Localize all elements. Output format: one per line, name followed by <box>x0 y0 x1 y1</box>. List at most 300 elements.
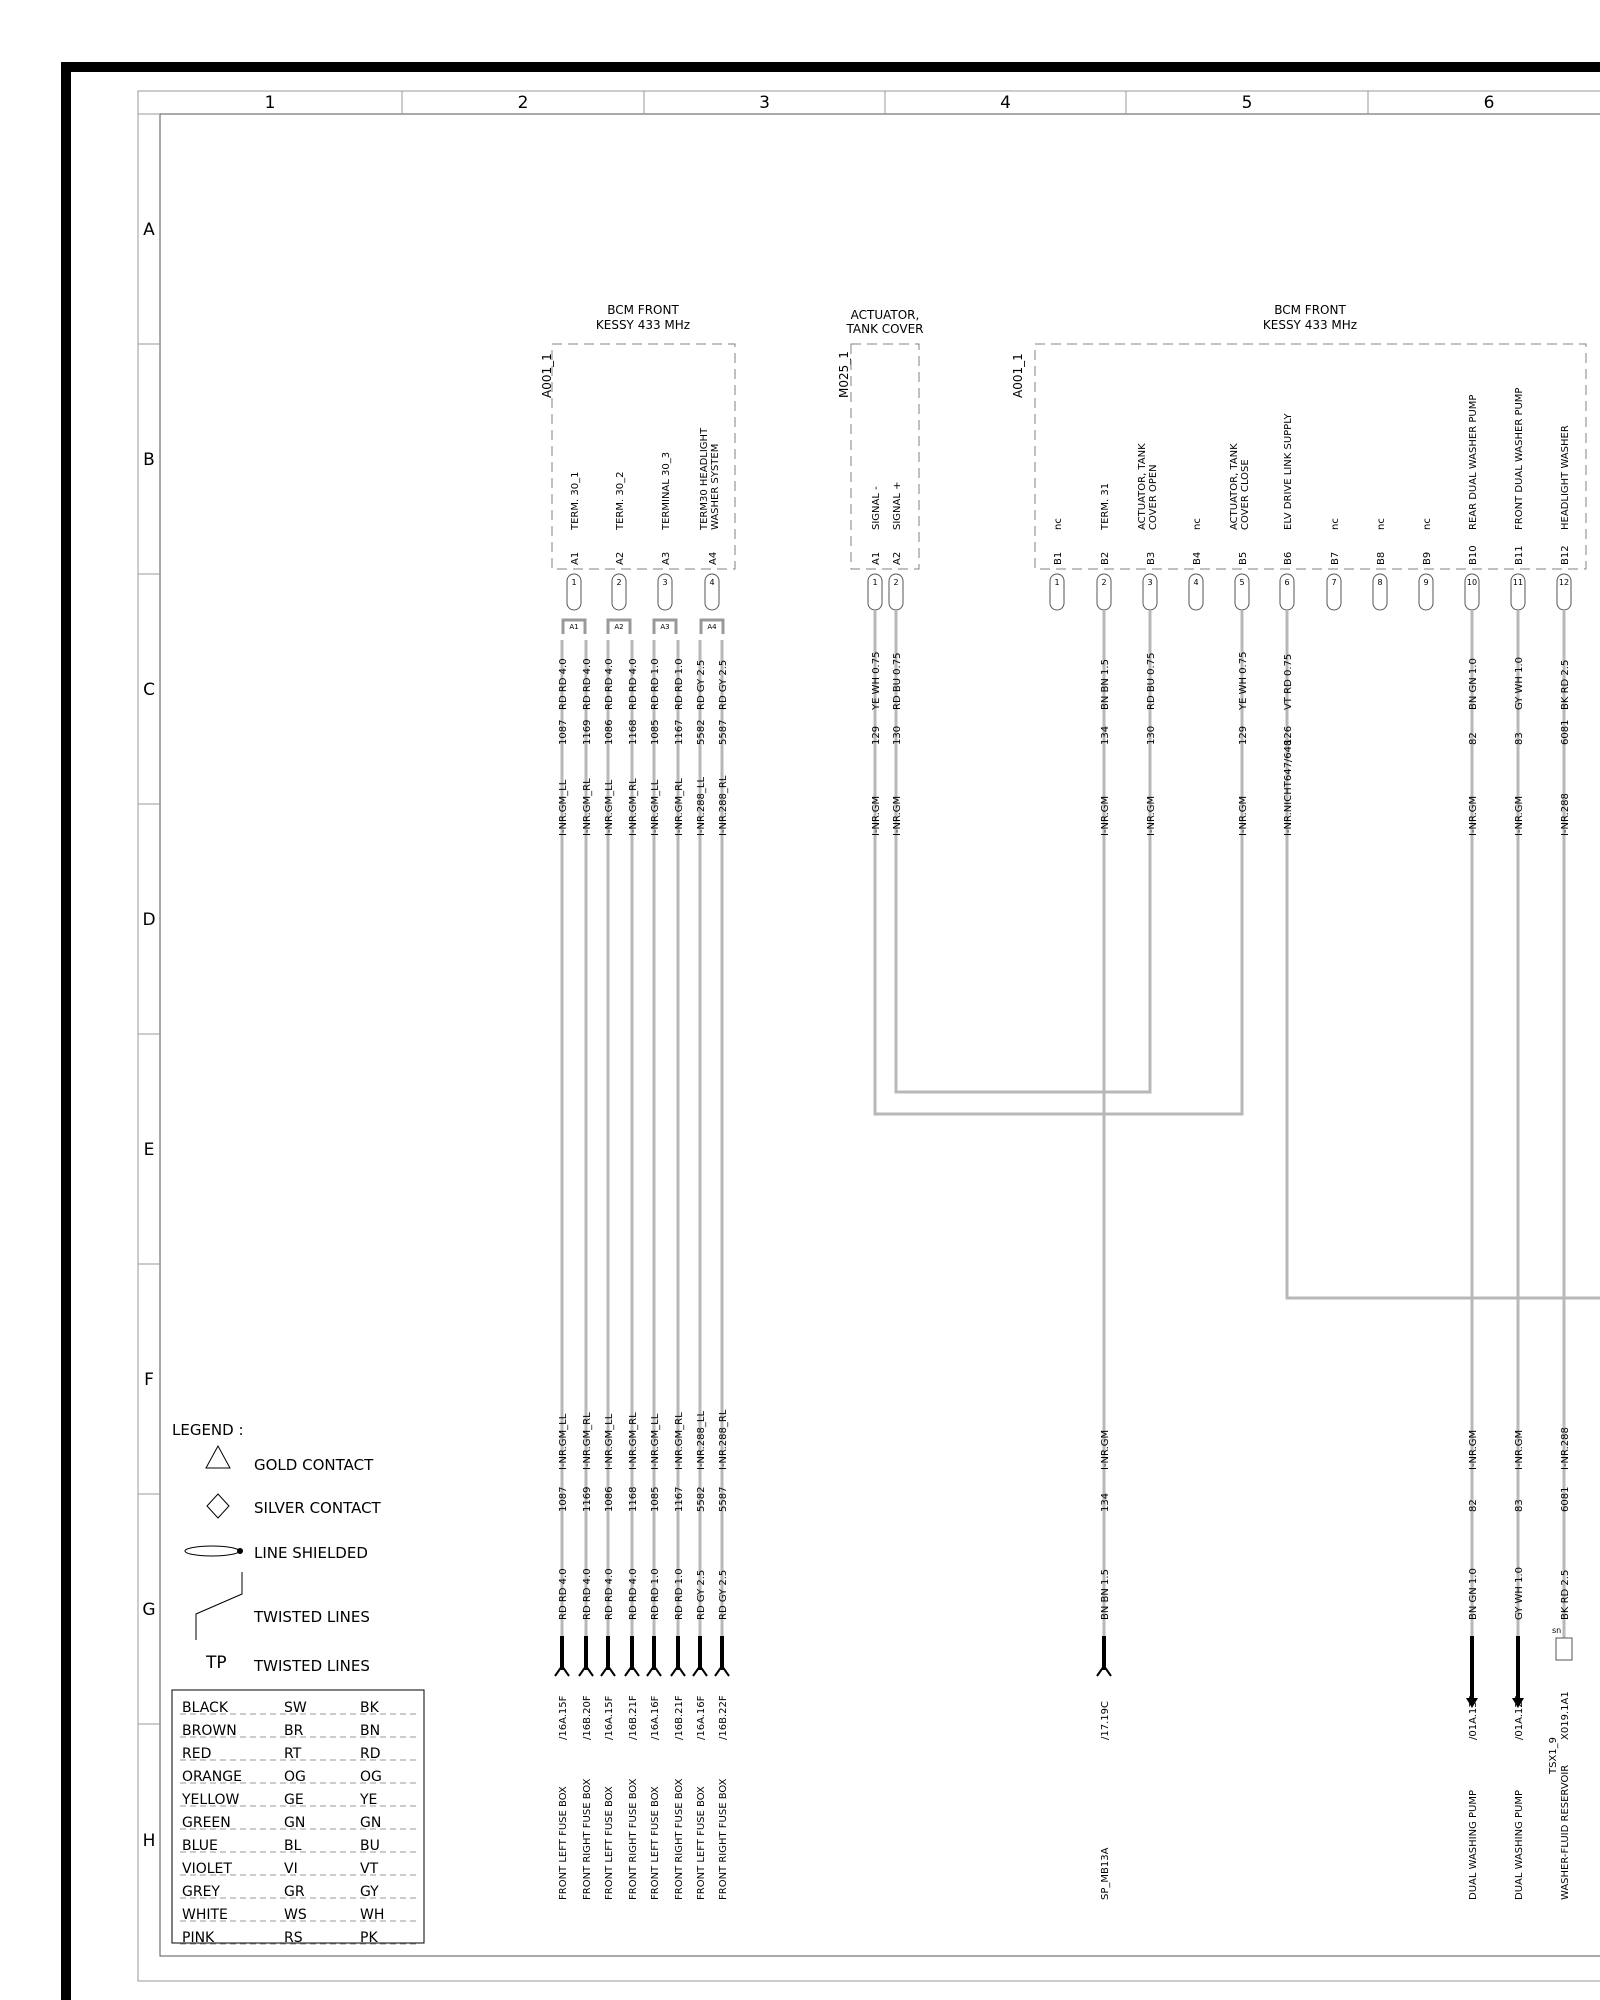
wire-spec: VT RD 0.75 <box>1283 653 1294 710</box>
arrow-icon <box>579 1666 593 1676</box>
wire-spec: RD RD 4.0 <box>582 1568 593 1620</box>
module-title-line2: KESSY 433 MHz <box>1262 318 1358 332</box>
pin-B5 <box>1229 443 1251 610</box>
wire-harness: I-NR.NICHT647/648 <box>1283 739 1294 836</box>
column-marker: 3 <box>759 93 770 113</box>
wire-end <box>1097 1430 1111 1900</box>
twisted-pair-A1 <box>563 620 585 634</box>
pin-id: B4 <box>1192 551 1203 565</box>
wire-harness: I-NR.GM <box>1100 795 1111 836</box>
pin-function: TERM. 31 <box>1100 482 1111 530</box>
wire-label-top <box>1283 654 1294 836</box>
connector-pin-number: 10 <box>1466 578 1478 587</box>
wire-harness: I-NR.288 <box>1560 793 1571 836</box>
color-name: RED <box>182 1746 212 1762</box>
wire-ref: /16B.20F <box>582 1695 593 1740</box>
wire-harness: I-NR.GM_LL <box>558 1413 569 1470</box>
wire-harness: I-NR.GM_RL <box>582 778 593 836</box>
color-name: ORANGE <box>182 1769 242 1785</box>
twisted-pair-label: A4 <box>707 623 717 631</box>
connector-pin-number: 1 <box>1054 578 1060 587</box>
wire-spec: RD GY 2.5 <box>718 1569 729 1620</box>
row-marker: E <box>143 1140 155 1160</box>
wire-spec: RD RD 4.0 <box>558 658 569 710</box>
wire-ref: /16A.15F <box>604 1695 615 1740</box>
pin-A2 <box>612 472 626 610</box>
connector-pin-number: 11 <box>1512 578 1524 587</box>
color-code-en: GN <box>360 1815 382 1831</box>
color-code-de: SW <box>284 1700 307 1716</box>
connector-pin-number: 1 <box>571 578 577 587</box>
color-name: BLACK <box>182 1700 229 1716</box>
wire-harness: I-NR.GM <box>1100 1429 1111 1470</box>
pin-function: SIGNAL - <box>871 486 882 530</box>
wire-spec: RD RD 4.0 <box>582 658 593 710</box>
color-row <box>180 1792 418 1808</box>
wire-harness: I-NR.288_LL <box>696 1410 707 1470</box>
wire-labels <box>555 652 1572 1900</box>
wire-number: 130 <box>1146 725 1157 745</box>
pin-B12 <box>1557 425 1571 610</box>
pin-function: TERMINAL 30_3 <box>661 451 672 530</box>
wire-destination: DUAL WASHING PUMP <box>1468 1789 1479 1900</box>
wire-ref: /17.19C <box>1100 1701 1111 1740</box>
connector-pin-number: 4 <box>709 578 715 587</box>
silver-contact-icon <box>207 1494 229 1518</box>
module-title-bcm-left <box>540 303 690 398</box>
module-title-line2: KESSY 433 MHz <box>595 318 691 332</box>
wire-ref: X019.1A1 <box>1560 1691 1571 1740</box>
wire-elv-drive <box>1287 610 1600 1298</box>
row-marker: H <box>142 1831 156 1851</box>
twisted-lines-icon <box>196 1572 242 1640</box>
wire-number: 1168 <box>628 719 639 745</box>
wire-number: 83 <box>1514 732 1525 745</box>
pin-A1 <box>868 486 882 610</box>
arrow-icon <box>647 1666 661 1676</box>
pin-B10 <box>1465 395 1479 610</box>
row-marker: C <box>143 680 155 700</box>
module-ref: A001_1 <box>1011 353 1025 398</box>
color-code-en: GY <box>360 1884 379 1900</box>
wire-destination: DUAL WASHING PUMP <box>1514 1789 1525 1900</box>
pin-A3 <box>658 452 672 610</box>
pin-function: nc <box>1376 518 1387 530</box>
module-title-line1: BCM FRONT <box>607 303 679 317</box>
module-title-actuator <box>837 308 924 398</box>
pin-function: ACTUATOR, TANK <box>1229 443 1240 530</box>
module-title-line1: BCM FRONT <box>1274 303 1346 317</box>
pin-id: B9 <box>1422 551 1433 565</box>
row-marker: A <box>143 220 155 240</box>
row-markers <box>138 220 160 1851</box>
wire-number: 1168 <box>628 1486 639 1512</box>
wire-number: 134 <box>1100 725 1111 745</box>
row-marker: B <box>143 450 155 470</box>
column-marker: 6 <box>1483 93 1495 113</box>
wire-number: 1167 <box>674 719 685 745</box>
wire-number: 5587 <box>718 1486 729 1512</box>
wire-spec: RD RD 1.0 <box>650 658 661 710</box>
legend-item-twisted: TWISTED LINES <box>254 1608 370 1626</box>
color-row <box>180 1884 418 1900</box>
wire-spec: RD BU 0.75 <box>892 652 903 710</box>
color-row <box>180 1700 418 1716</box>
arrow-icon <box>1097 1666 1111 1676</box>
pin-function: nc <box>1330 518 1341 530</box>
connector-pin-number: 3 <box>1147 578 1153 587</box>
pin-function: ACTUATOR, TANK <box>1137 443 1148 530</box>
pin-function: nc <box>1422 518 1433 530</box>
wire-harness: I-NR.GM_RL <box>628 1412 639 1470</box>
color-name: VIOLET <box>182 1861 232 1877</box>
pin-id: A2 <box>892 551 903 565</box>
arrow-icon <box>555 1666 569 1676</box>
wire-number: 134 <box>1100 1492 1111 1512</box>
shielded-line-icon <box>185 1546 239 1556</box>
wire-number: 5582 <box>696 719 707 745</box>
wire-harness: I-NR.GM <box>1146 795 1157 836</box>
wire-number: 5582 <box>696 1486 707 1512</box>
wire-spec: RD GY 2.5 <box>696 659 707 710</box>
color-code-en: BU <box>360 1838 380 1854</box>
color-row <box>180 1907 418 1923</box>
pin-id: B1 <box>1053 551 1064 565</box>
pin-id: B11 <box>1514 545 1525 565</box>
wire-harness: I-NR.GM_RL <box>674 778 685 836</box>
wire-loop-signal-minus <box>875 610 1242 1114</box>
color-row <box>180 1746 418 1762</box>
wire-ref: /16A.15F <box>558 1695 569 1740</box>
twisted-pair-icon: TP <box>206 1653 227 1673</box>
grid-frame <box>138 91 1600 1981</box>
wire-destination: FRONT RIGHT FUSE BOX <box>628 1778 639 1900</box>
wire-number: 83 <box>1514 1499 1525 1512</box>
color-row <box>180 1930 418 1946</box>
wire-spec: BN GN 1.0 <box>1468 658 1479 710</box>
pin-A4 <box>699 427 721 610</box>
wire-harness: I-NR.GM_LL <box>558 779 569 836</box>
twisted-pair-A3 <box>654 620 676 634</box>
wire-number: 82 <box>1468 1499 1479 1512</box>
pin-id: B8 <box>1376 551 1387 565</box>
wire-end <box>1512 1430 1525 1900</box>
wire-ref: /16A.16F <box>650 1695 661 1740</box>
pin-B2 <box>1097 483 1111 610</box>
wire-harness: I-NR.GM_RL <box>674 1412 685 1470</box>
color-name: GREY <box>182 1884 220 1900</box>
connector-pin-number: 1 <box>872 578 878 587</box>
pin-function: SIGNAL + <box>892 481 903 530</box>
pin-function-2: COVER CLOSE <box>1240 459 1251 530</box>
pin-function-2: WASHER SYSTEM <box>710 443 721 530</box>
color-code-de: OG <box>284 1769 306 1785</box>
wire-destination: SP_MB13A <box>1100 1847 1111 1900</box>
column-marker: 1 <box>264 93 276 113</box>
pin-function: REAR DUAL WASHER PUMP <box>1468 394 1479 530</box>
color-row <box>180 1838 418 1854</box>
pin-id: B7 <box>1330 551 1341 565</box>
color-name: PINK <box>182 1930 215 1946</box>
pin-function: nc <box>1192 518 1203 530</box>
wire-destination: WASHER-FLUID RESERVOIR <box>1560 1764 1571 1900</box>
pin-function: FRONT DUAL WASHER PUMP <box>1514 387 1525 530</box>
color-name: GREEN <box>182 1815 231 1831</box>
wire-harness: I-NR.GM_RL <box>582 1412 593 1470</box>
wire-destination: FRONT RIGHT FUSE BOX <box>674 1778 685 1900</box>
wire-label-top <box>1146 653 1157 836</box>
row-marker: F <box>144 1370 154 1390</box>
color-code-en: WH <box>360 1907 385 1923</box>
arrow-icon <box>715 1666 729 1676</box>
wire-number: 1085 <box>650 1486 661 1512</box>
pin-function: TERM. 30_1 <box>570 471 581 530</box>
pin-id: B10 <box>1468 545 1479 565</box>
wire-ref: /16B.22F <box>718 1695 729 1740</box>
wire-spec: RD RD 4.0 <box>628 1568 639 1620</box>
connector-pin-number: 2 <box>616 578 622 587</box>
twisted-pair-label: A3 <box>660 623 670 631</box>
connector-pin-number: 7 <box>1331 578 1337 587</box>
module-box-bcm-right <box>1035 344 1586 569</box>
wire-harness: I-NR.GM_LL <box>604 779 615 836</box>
connector-pin-number: 4 <box>1193 578 1199 587</box>
color-code-en: RD <box>360 1746 381 1762</box>
color-row <box>180 1861 418 1877</box>
arrow-icon <box>693 1666 707 1676</box>
module-ref: A001_1 <box>540 353 554 398</box>
pin-B1 <box>1050 518 1064 610</box>
wire-spec: RD RD 1.0 <box>674 658 685 710</box>
connector-pin-number: 2 <box>893 578 899 587</box>
wire-harness: I-NR.288_RL <box>718 775 729 836</box>
wire-number: 5587 <box>718 719 729 745</box>
wire-number: 6081 <box>1560 1486 1571 1512</box>
color-code-en: YE <box>360 1792 378 1808</box>
color-code-en: BN <box>360 1723 381 1739</box>
wire-destination-2: TSX1_9 <box>1548 1736 1559 1774</box>
wire-number: 126 <box>1283 725 1294 745</box>
wire-harness: I-NR.GM <box>1514 1429 1525 1470</box>
pin-A2 <box>889 482 903 611</box>
pin-id: A2 <box>615 551 626 565</box>
wire-spec: RD BU 0.75 <box>1146 652 1157 710</box>
wire-spec: RD RD 4.0 <box>628 658 639 710</box>
wire-label-top <box>892 653 903 836</box>
color-code-de: BL <box>284 1838 302 1854</box>
twisted-pair-label: A1 <box>569 623 579 631</box>
color-code-en: PK <box>360 1930 378 1946</box>
wire-harness: I-NR.GM_LL <box>650 779 661 836</box>
twisted-pair-A2 <box>608 620 630 634</box>
color-code-de: WS <box>284 1907 307 1923</box>
wire-spec: RD GY 2.5 <box>696 1569 707 1620</box>
module-title-line1: ACTUATOR, <box>850 308 920 322</box>
wire-harness: I-NR.GM <box>871 795 882 836</box>
pin-function: ELV DRIVE LINK SUPPLY <box>1283 413 1294 530</box>
legend-item-shielded: LINE SHIELDED <box>254 1544 368 1562</box>
wire-number: 1085 <box>650 719 661 745</box>
legend-item-gold: GOLD CONTACT <box>254 1456 374 1474</box>
color-code-en: OG <box>360 1769 382 1785</box>
pin-B7 <box>1327 518 1341 610</box>
wire-ref: /16B.21F <box>628 1695 639 1740</box>
pin-function-2: COVER OPEN <box>1148 464 1159 530</box>
wire-end <box>1466 1430 1479 1900</box>
wire-spec: GY WH 1.0 <box>1514 656 1525 710</box>
connector-pin-number: 2 <box>1101 578 1107 587</box>
wire-spec: YE WH 0.75 <box>1238 651 1249 710</box>
wire-destination: FRONT LEFT FUSE BOX <box>650 1786 661 1900</box>
connector-sn-icon <box>1556 1638 1572 1660</box>
pin-B4 <box>1189 518 1203 610</box>
wire-spec: GY WH 1.0 <box>1514 1566 1525 1620</box>
module-title-line2: TANK COVER <box>846 322 924 336</box>
wire-harness: I-NR.GM <box>1468 1429 1479 1470</box>
pin-B6 <box>1280 413 1294 610</box>
wire-number: 129 <box>871 725 882 745</box>
pin-id: B3 <box>1146 551 1157 565</box>
wire-number: 1169 <box>582 1486 593 1512</box>
legend <box>172 1421 424 1946</box>
legend-title: LEGEND : <box>172 1421 244 1439</box>
wire-destination: FRONT RIGHT FUSE BOX <box>718 1778 729 1900</box>
legend-item-silver: SILVER CONTACT <box>254 1499 381 1517</box>
pin-id: A3 <box>661 551 672 565</box>
wire-label-top <box>1238 652 1249 836</box>
pin-B11 <box>1511 388 1525 610</box>
wire-spec: BN BN 1.5 <box>1100 1569 1111 1620</box>
color-row <box>180 1723 418 1739</box>
wire-ref: /16A.16F <box>696 1695 707 1740</box>
color-row <box>180 1815 418 1831</box>
column-marker: 5 <box>1241 93 1253 113</box>
row-marker: D <box>142 910 156 930</box>
connector-pin-number: 12 <box>1558 578 1570 587</box>
wire-harness: I-NR.GM <box>1514 795 1525 836</box>
wire-spec: RD RD 4.0 <box>558 1568 569 1620</box>
wire-number: 129 <box>1238 725 1249 745</box>
pin-id: B5 <box>1238 551 1249 565</box>
column-marker: 4 <box>1000 93 1011 113</box>
wire-number: 1086 <box>604 1486 615 1512</box>
wire-loop-signal-plus <box>896 610 1150 1092</box>
wire-harness: I-NR.GM_LL <box>604 1413 615 1470</box>
wire-destination: FRONT RIGHT FUSE BOX <box>582 1778 593 1900</box>
wire-spec: BK RD 2.5 <box>1560 659 1571 710</box>
wire-spec: RD RD 4.0 <box>604 658 615 710</box>
wire-spec: RD RD 1.0 <box>674 1568 685 1620</box>
wire-spec: BN BN 1.5 <box>1100 659 1111 710</box>
module-title-bcm-right <box>1011 303 1357 398</box>
color-name: BROWN <box>182 1723 237 1739</box>
pin-B8 <box>1373 518 1387 610</box>
color-code-en: VT <box>360 1861 379 1877</box>
wire-spec: BN GN 1.0 <box>1468 1568 1479 1620</box>
legend-item-twisted-tp: TWISTED LINES <box>254 1657 370 1675</box>
connector-pin-number: 6 <box>1284 578 1290 587</box>
wire-harness: I-NR.GM <box>1238 795 1249 836</box>
color-code-de: RS <box>284 1930 303 1946</box>
arrow-icon <box>601 1666 615 1676</box>
wire-harness: I-NR.288_RL <box>718 1409 729 1470</box>
color-code-de: GR <box>284 1884 305 1900</box>
arrow-icon <box>671 1666 685 1676</box>
wire-spec: YE WH 0.75 <box>871 651 882 710</box>
wire-destination: FRONT LEFT FUSE BOX <box>604 1786 615 1900</box>
pin-id: A1 <box>871 551 882 565</box>
wire-number: 6081 <box>1560 719 1571 745</box>
color-row <box>180 1769 418 1785</box>
wire-harness: I-NR.288_LL <box>696 776 707 836</box>
pin-function: nc <box>1053 518 1064 530</box>
wire-spec: RD RD 4.0 <box>604 1568 615 1620</box>
color-name: YELLOW <box>182 1792 240 1808</box>
wire-ref: /01A.12F <box>1514 1695 1525 1740</box>
pin-B9 <box>1419 518 1433 610</box>
wire-number: 1087 <box>558 719 569 745</box>
arrow-icon <box>625 1666 639 1676</box>
color-code-de: GE <box>284 1792 304 1808</box>
column-marker: 2 <box>517 93 529 113</box>
pin-function: HEADLIGHT WASHER <box>1560 425 1571 530</box>
color-name: BLUE <box>182 1838 218 1854</box>
wire-harness: I-NR.GM_RL <box>628 778 639 836</box>
pin-id: A4 <box>708 551 719 565</box>
wire-spec: BK RD 2.5 <box>1560 1569 1571 1620</box>
gold-contact-icon <box>206 1446 230 1468</box>
pin-function: TERM30 HEADLIGHT <box>699 427 710 530</box>
wire-number: 1087 <box>558 1486 569 1512</box>
wire-number: 82 <box>1468 732 1479 745</box>
connector-pin-number: 5 <box>1239 578 1245 587</box>
pin-id: B6 <box>1283 551 1294 565</box>
module-ref: M025_1 <box>837 351 851 398</box>
wire-harness: I-NR.GM <box>892 795 903 836</box>
pin-id: B2 <box>1100 551 1111 565</box>
wire-harness: I-NR.288 <box>1560 1427 1571 1470</box>
connector-pin-number: 3 <box>662 578 668 587</box>
wire-number: 1167 <box>674 1486 685 1512</box>
wire-ref: /01A.13F <box>1468 1695 1479 1740</box>
wire-end <box>1548 1427 1572 1900</box>
wire-destination: FRONT LEFT FUSE BOX <box>696 1786 707 1900</box>
wire-number: 1169 <box>582 719 593 745</box>
row-marker: G <box>142 1600 156 1620</box>
color-code-en: BK <box>360 1700 379 1716</box>
column-markers <box>265 91 1495 114</box>
color-name: WHITE <box>182 1907 228 1923</box>
twisted-pair-label: A2 <box>614 623 624 631</box>
wire-spec: RD GY 2.5 <box>718 659 729 710</box>
connector-pin-number: 8 <box>1377 578 1383 587</box>
wire-destination: FRONT LEFT FUSE BOX <box>558 1786 569 1900</box>
wire-number: 130 <box>892 725 903 745</box>
drawing-frame <box>160 114 1600 1956</box>
wire-number: 1086 <box>604 719 615 745</box>
pin-id: B12 <box>1560 545 1571 565</box>
twisted-pair-A4 <box>701 620 723 634</box>
pin-id: A1 <box>570 551 581 565</box>
wire-spec: RD RD 1.0 <box>650 1568 661 1620</box>
connector-pin-number: 9 <box>1423 578 1429 587</box>
pin-B3 <box>1137 443 1159 610</box>
color-code-de: GN <box>284 1815 306 1831</box>
module-box-actuator <box>851 344 919 569</box>
wire-harness: I-NR.GM <box>1468 795 1479 836</box>
wire-harness: I-NR.GM_LL <box>650 1413 661 1470</box>
wire-ref: /16B.21F <box>674 1695 685 1740</box>
